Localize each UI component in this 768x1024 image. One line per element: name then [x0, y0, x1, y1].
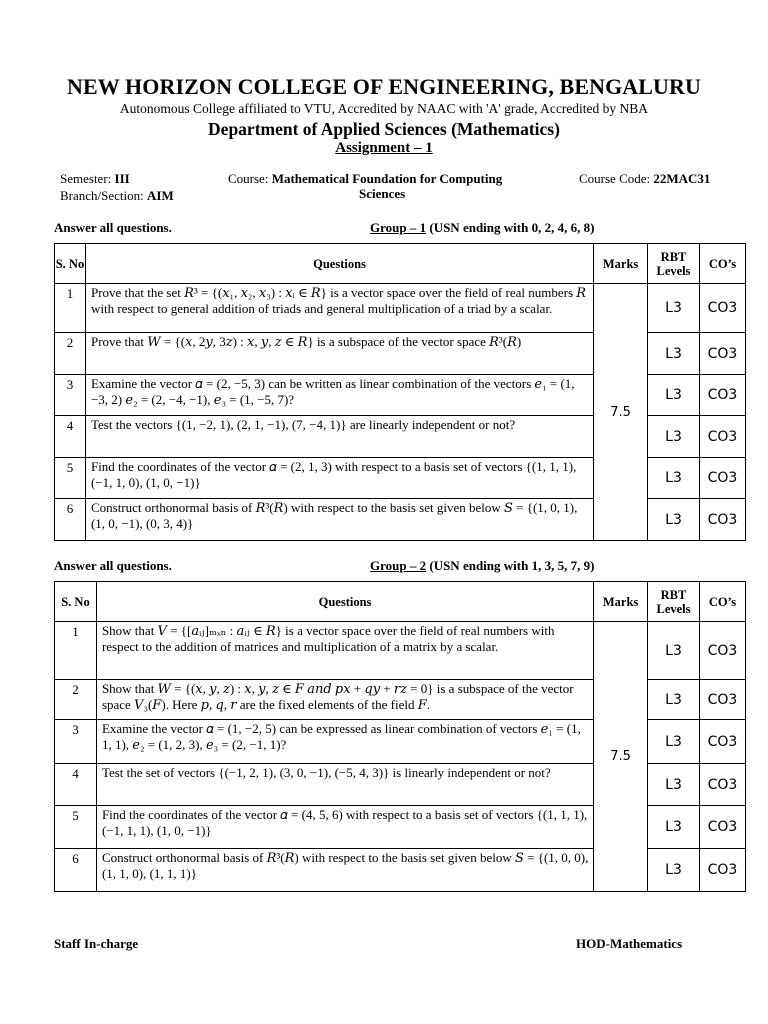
group2-subtitle: (USN ending with 1, 3, 5, 7, 9): [426, 558, 595, 573]
question-number: 5: [55, 806, 97, 849]
course-value: Mathematical Foundation for Computing: [271, 171, 503, 186]
staff-incharge-label: Staff In-charge: [54, 936, 139, 951]
col-marks: Marks: [594, 244, 648, 284]
co-value: CO3: [700, 375, 746, 416]
department-title: Department of Applied Sciences (Mathematics): [208, 119, 560, 139]
co-value: CO3: [700, 333, 746, 375]
question-text: Prove that 𝑊 = {(𝑥, 2𝑦, 3𝑧) : 𝑥, 𝑦, 𝑧 ∈ 𝑅} is a subspace of the vector space 𝑅³(𝑅): [85, 333, 593, 375]
rbt-level: L3: [648, 720, 700, 764]
group2-instruction: Answer all questions.: [54, 558, 172, 573]
rbt-level: L3: [648, 284, 700, 333]
group1-heading: [370, 220, 594, 236]
college-name: NEW HORIZON COLLEGE OF ENGINEERING, BENGALURU: [66, 74, 702, 99]
question-text: Find the coordinates of the vector 𝛼 = (4, 5, 6) with respect to a basis set of vectors {(1, 1, 1), (−1, 1, 1), (1, 0, −1)}: [96, 806, 593, 849]
question-number: 2: [55, 333, 86, 375]
rbt-level: L3: [648, 849, 700, 892]
table-row: [55, 622, 746, 680]
co-value: CO3: [699, 622, 745, 680]
question-number: 6: [55, 499, 86, 541]
group1-table: [54, 243, 746, 541]
group1-title: Group – 1: [370, 220, 427, 235]
question-text: Show that 𝑉 = {[𝑎ᵢⱼ]ₘₓₙ : 𝑎ᵢⱼ ∈ 𝑅} is a vector space over the field of real numbers with respect to the addition of matrices and multiplication of a matrix by a scalar.: [96, 622, 593, 680]
co-value: CO3: [700, 416, 746, 458]
co-value: CO3: [700, 458, 746, 499]
course-value-line2: Sciences: [359, 186, 406, 201]
rbt-level: L3: [648, 680, 700, 720]
question-text: Examine the vector 𝛼 = (1, −2, 5) can be expressed as linear combination of vectors 𝑒₁ = (1, 1, 1), 𝑒₂ = (1, 2, 3), 𝑒₃ = (2, −1, 1)?: [96, 720, 593, 764]
group1-instruction: Answer all questions.: [54, 220, 172, 235]
col-sno: S. No: [55, 244, 86, 284]
question-text: Test the vectors {(1, −2, 1), (2, 1, −1), (7, −4, 1)} are linearly independent or not?: [85, 416, 593, 458]
question-text: Construct orthonormal basis of 𝑅³(𝑅) with respect to the basis set given below 𝑆 = {(1, 0, 0), (1, 1, 0), (1, 1, 1)}: [96, 849, 593, 892]
question-text: Test the set of vectors {(−1, 2, 1), (3, 0, −1), (−5, 4, 3)} is linearly independent or not?: [96, 764, 593, 806]
question-number: 3: [55, 375, 86, 416]
co-value: CO3: [700, 499, 746, 541]
question-number: 1: [55, 622, 97, 680]
question-number: 4: [55, 416, 86, 458]
semester-label: Semester:: [60, 171, 115, 186]
co-value: CO3: [699, 680, 745, 720]
question-text: Find the coordinates of the vector 𝛼 = (2, 1, 3) with respect to a basis set of vectors {(1, 1, 1), (−1, 1, 0), (1, 0, −1)}: [85, 458, 593, 499]
question-number: 1: [55, 284, 86, 333]
marks-value: 7.5: [594, 622, 648, 892]
co-value: CO3: [699, 849, 745, 892]
question-number: 2: [55, 680, 97, 720]
branch-value: AIM: [147, 188, 174, 203]
question-number: 4: [55, 764, 97, 806]
rbt-level: L3: [648, 458, 700, 499]
col-sno: S. No: [55, 582, 97, 622]
group2-table: [54, 581, 746, 892]
course-line-2: [359, 185, 405, 202]
co-value: CO3: [700, 284, 746, 333]
rbt-level: L3: [648, 333, 700, 375]
question-text: Prove that the set 𝑅³ = {(𝑥₁, 𝑥₂, 𝑥₃) : 𝑥ᵢ ∈ 𝑅} is a vector space over the field of real numbers 𝑅 with respect to general addition of triads and general multiplication of a triad by a scalar.: [85, 284, 593, 333]
college-affiliation: Autonomous College affiliated to VTU, Accredited by NAAC with 'A' grade, Accredited by NBA: [119, 101, 649, 116]
table-row: [55, 284, 746, 333]
group1-header-row: [55, 244, 746, 284]
group2-title: Group – 2: [370, 558, 427, 573]
co-value: CO3: [699, 720, 745, 764]
co-value: CO3: [699, 806, 745, 849]
group1-subtitle: (USN ending with 0, 2, 4, 6, 8): [426, 220, 595, 235]
col-rbt: RBT Levels: [648, 244, 700, 284]
rbt-level: L3: [648, 375, 700, 416]
course-code-value: 22MAC31: [653, 171, 711, 186]
group2-heading: [370, 558, 594, 574]
question-number: 5: [55, 458, 86, 499]
rbt-level: L3: [648, 806, 700, 849]
marks-value: 7.5: [594, 284, 648, 541]
rbt-level: L3: [648, 622, 700, 680]
col-rbt: RBT Levels: [648, 582, 700, 622]
col-cos: CO’s: [700, 244, 746, 284]
group2-header-row: [55, 582, 746, 622]
semester-value: III: [114, 171, 130, 186]
question-text: Show that 𝑊 = {(𝑥, 𝑦, 𝑧) : 𝑥, 𝑦, 𝑧 ∈ 𝐹 𝑎𝑛𝑑 𝑝𝑥 + 𝑞𝑦 + 𝑟𝑧 = 0} is a subspace of the vector space 𝑉₃(𝐹). Here 𝑝, 𝑞, 𝑟 are the fixed elements of the field 𝐹.: [96, 680, 593, 720]
question-number: 3: [55, 720, 97, 764]
assignment-title: [0, 140, 768, 157]
hod-label: HOD-Mathematics: [576, 936, 683, 951]
co-value: CO3: [699, 764, 745, 806]
question-number: 6: [55, 849, 97, 892]
question-text: Construct orthonormal basis of 𝑅³(𝑅) with respect to the basis set given below 𝑆 = {(1, 0, 1), (1, 0, −1), (0, 3, 4)}: [85, 499, 593, 541]
semester-line: [60, 170, 130, 187]
course-code-line: [579, 170, 710, 187]
col-questions: Questions: [85, 244, 593, 284]
rbt-level: L3: [648, 499, 700, 541]
branch-line: [60, 187, 174, 204]
rbt-level: L3: [648, 416, 700, 458]
question-text: Examine the vector 𝛼 = (2, −5, 3) can be written as linear combination of the vectors 𝑒₁ = (1, −3, 2) 𝑒₂ = (2, −4, −1), 𝑒₃ = (1, −5, 7)?: [85, 375, 593, 416]
assignment-title-text: Assignment – 1: [335, 140, 433, 156]
course-label: Course:: [228, 171, 272, 186]
col-cos: CO’s: [699, 582, 745, 622]
branch-label: Branch/Section:: [60, 188, 148, 203]
col-marks: Marks: [594, 582, 648, 622]
col-questions: Questions: [96, 582, 593, 622]
rbt-level: L3: [648, 764, 700, 806]
course-code-label: Course Code:: [579, 171, 654, 186]
